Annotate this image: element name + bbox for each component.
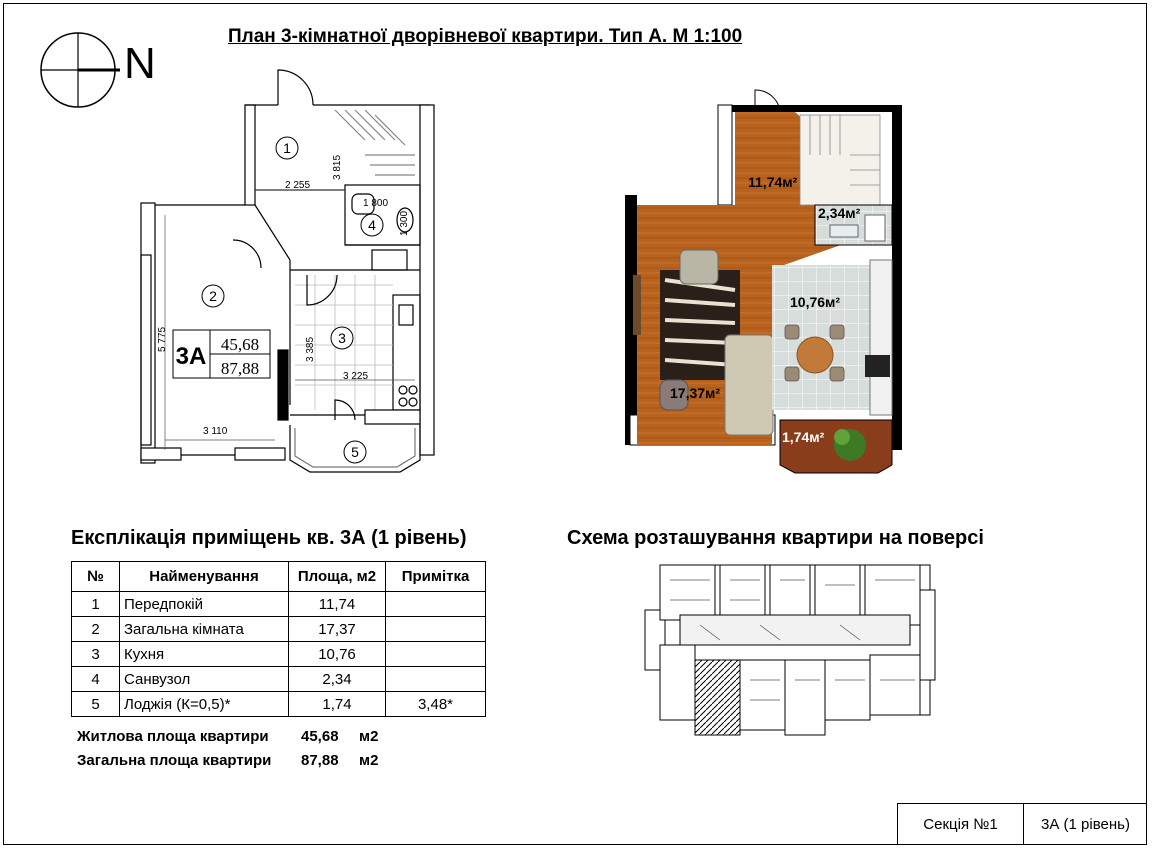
living-area-summary <box>77 728 378 745</box>
floor-scheme-diagram <box>640 560 940 740</box>
rendered-floor-plan <box>620 85 910 475</box>
section-number: Секція №1 <box>898 804 1024 845</box>
dimension-label: 3 385 <box>305 336 316 362</box>
living-area-unit: м2 <box>359 728 379 745</box>
room-note: 3,48* <box>386 692 486 717</box>
row-number: 2 <box>72 617 120 642</box>
room-name: Лоджія (К=0,5)* <box>120 692 289 717</box>
section-info-box <box>897 803 1147 845</box>
apartment-level: 3А (1 рівень) <box>1041 816 1130 833</box>
room-number-3: 3 <box>338 330 346 346</box>
total-area-total: 87,88 <box>301 752 339 769</box>
dimension-label: 5 775 <box>157 326 168 352</box>
room-number-4: 4 <box>368 217 376 233</box>
column-header: Площа, м2 <box>289 562 386 592</box>
room-area: 2,34 <box>289 667 386 692</box>
dimension-label: 3 815 <box>332 154 343 180</box>
room-area: 1,74 <box>289 692 386 717</box>
room-area: 10,76 <box>289 642 386 667</box>
column-header: Примітка <box>386 562 486 592</box>
room-note <box>386 642 486 667</box>
dimension-label: 2 255 <box>285 180 311 191</box>
room-note <box>386 667 486 692</box>
column-header: № <box>72 562 120 592</box>
table-row <box>72 692 486 717</box>
row-number: 5 <box>72 692 120 717</box>
dimension-label: 3 110 <box>203 426 228 437</box>
area-label-loggia: 1,74м² <box>782 429 825 445</box>
living-area-label: Житлова площа квартири <box>77 728 269 745</box>
dimension-label: 3 225 <box>343 371 369 382</box>
room-note <box>386 592 486 617</box>
row-number: 4 <box>72 667 120 692</box>
total-area-label: Загальна площа квартири <box>77 752 272 769</box>
room-number-2: 2 <box>209 288 217 304</box>
room-name: Передпокій <box>120 592 289 617</box>
compass-north-icon <box>34 30 124 116</box>
room-name: Загальна кімната <box>120 617 289 642</box>
table-row <box>72 617 486 642</box>
column-header: Найменування <box>120 562 289 592</box>
floor-scheme-heading: Схема розташування квартири на поверсі <box>567 527 984 549</box>
room-name: Санвузол <box>120 667 289 692</box>
dimension-label: 1 800 <box>363 198 389 209</box>
table-row <box>72 667 486 692</box>
living-area-total: 45,68 <box>301 728 339 745</box>
area-label-living-room: 17,37м² <box>670 385 721 401</box>
table-row <box>72 592 486 617</box>
room-number-1: 1 <box>283 140 291 156</box>
row-number: 1 <box>72 592 120 617</box>
total-area-value: 87,88 <box>220 359 260 378</box>
area-label-hallway: 11,74м² <box>748 174 798 190</box>
table-header-row <box>72 562 486 592</box>
room-number-5: 5 <box>351 444 359 460</box>
total-area-summary <box>77 752 378 769</box>
explication-table <box>71 561 486 717</box>
north-letter: N <box>124 39 156 88</box>
room-area: 11,74 <box>289 592 386 617</box>
row-number: 3 <box>72 642 120 667</box>
page-title: План 3-кімнатної дворівневої квартири. Тип А. М 1:100 <box>228 26 743 47</box>
living-area-value: 45,68 <box>220 335 260 354</box>
area-label-bathroom: 2,34м² <box>818 205 861 221</box>
room-note <box>386 617 486 642</box>
explication-heading: Експлікація приміщень кв. 3А (1 рівень) <box>71 527 467 549</box>
table-row <box>72 642 486 667</box>
technical-floor-plan <box>135 60 445 475</box>
dimension-label: 1 300 <box>399 210 410 236</box>
total-area-unit: м2 <box>359 752 379 769</box>
area-label-kitchen: 10,76м² <box>790 294 841 310</box>
apartment-label: 3А <box>175 343 207 370</box>
room-name: Кухня <box>120 642 289 667</box>
room-area: 17,37 <box>289 617 386 642</box>
